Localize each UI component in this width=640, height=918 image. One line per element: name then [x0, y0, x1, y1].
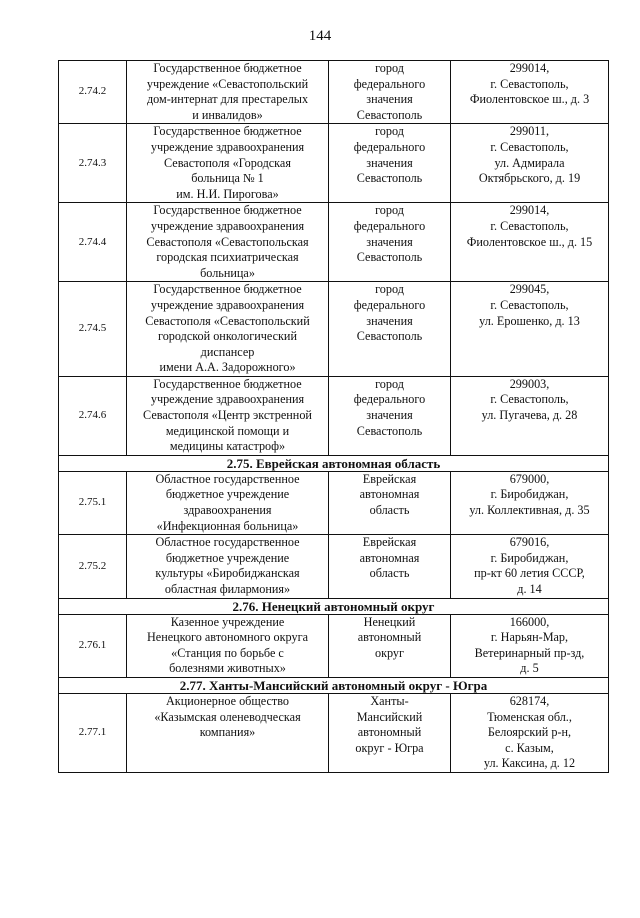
- postal-address: 166000, г. Нарьян-Мар, Ветеринарный пр-зд, д. 5: [451, 614, 609, 677]
- table-body: [59, 61, 609, 773]
- postal-address: 299045, г. Севастополь, ул. Ерошенко, д. 13: [451, 282, 609, 377]
- table-row: [59, 124, 609, 203]
- section-title: 2.77. Ханты-Мансийский автономный округ - Югра: [59, 677, 609, 693]
- page-number: 144: [308, 28, 332, 44]
- row-number: 2.74.6: [59, 376, 127, 455]
- institution-name: Акционерное общество «Казымская оленеводческая компания»: [127, 693, 329, 772]
- postal-address: 299003, г. Севастополь, ул. Пугачева, д. 28: [451, 376, 609, 455]
- postal-address: 679016, г. Биробиджан, пр-кт 60 летия СССР, д. 14: [451, 535, 609, 598]
- table-row: [59, 614, 609, 677]
- section-header-row: [59, 677, 609, 693]
- row-number: 2.74.3: [59, 124, 127, 203]
- row-number: 2.75.1: [59, 471, 127, 534]
- postal-address: 299014, г. Севастополь, Фиолентовское ш., д. 15: [451, 203, 609, 282]
- postal-address: 628174, Тюменская обл., Белоярский р-н, с. Казым, ул. Каксина, д. 12: [451, 693, 609, 772]
- row-number: 2.74.4: [59, 203, 127, 282]
- table-row: [59, 203, 609, 282]
- section-title: 2.76. Ненецкий автономный округ: [59, 598, 609, 614]
- row-number: 2.77.1: [59, 693, 127, 772]
- institution-name: Государственное бюджетное учреждение «Севастопольский дом-интернат для престарелых и инвалидов»: [127, 61, 329, 124]
- postal-address: 299011, г. Севастополь, ул. Адмирала Октябрьского, д. 19: [451, 124, 609, 203]
- institution-name: Государственное бюджетное учреждение здравоохранения Севастополя «Городская больница № 1 им. Н.И. Пирогова»: [127, 124, 329, 203]
- region-name: город федерального значения Севастополь: [329, 282, 451, 377]
- institution-name: Казенное учреждение Ненецкого автономного округа «Станция по борьбе с болезнями животных»: [127, 614, 329, 677]
- institution-name: Областное государственное бюджетное учреждение здравоохранения «Инфекционная больница»: [127, 471, 329, 534]
- section-header-row: [59, 598, 609, 614]
- postal-address: 299014, г. Севастополь, Фиолентовское ш., д. 3: [451, 61, 609, 124]
- table-row: [59, 471, 609, 534]
- table-row: [59, 693, 609, 772]
- institution-name: Государственное бюджетное учреждение здравоохранения Севастополя «Центр экстренной медицинской помощи и медицины катастроф»: [127, 376, 329, 455]
- row-number: 2.74.5: [59, 282, 127, 377]
- region-name: Ханты- Мансийский автономный округ - Югра: [329, 693, 451, 772]
- row-number: 2.75.2: [59, 535, 127, 598]
- region-name: город федерального значения Севастополь: [329, 376, 451, 455]
- section-title: 2.75. Еврейская автономная область: [59, 455, 609, 471]
- table-row: [59, 61, 609, 124]
- region-name: Ненецкий автономный округ: [329, 614, 451, 677]
- region-name: город федерального значения Севастополь: [329, 61, 451, 124]
- institution-name: Государственное бюджетное учреждение здравоохранения Севастополя «Севастопольская городская психиатрическая больница»: [127, 203, 329, 282]
- region-name: Еврейская автономная область: [329, 471, 451, 534]
- table-row: [59, 535, 609, 598]
- table-row: [59, 282, 609, 377]
- row-number: 2.74.2: [59, 61, 127, 124]
- institutions-table: [58, 60, 609, 773]
- row-number: 2.76.1: [59, 614, 127, 677]
- table-row: [59, 376, 609, 455]
- institution-name: Государственное бюджетное учреждение здравоохранения Севастополя «Севастопольский городской онкологический диспансер имени А.А. Задорожного»: [127, 282, 329, 377]
- region-name: город федерального значения Севастополь: [329, 203, 451, 282]
- region-name: Еврейская автономная область: [329, 535, 451, 598]
- region-name: город федерального значения Севастополь: [329, 124, 451, 203]
- section-header-row: [59, 455, 609, 471]
- institution-name: Областное государственное бюджетное учреждение культуры «Биробиджанская областная филармония»: [127, 535, 329, 598]
- postal-address: 679000, г. Биробиджан, ул. Коллективная, д. 35: [451, 471, 609, 534]
